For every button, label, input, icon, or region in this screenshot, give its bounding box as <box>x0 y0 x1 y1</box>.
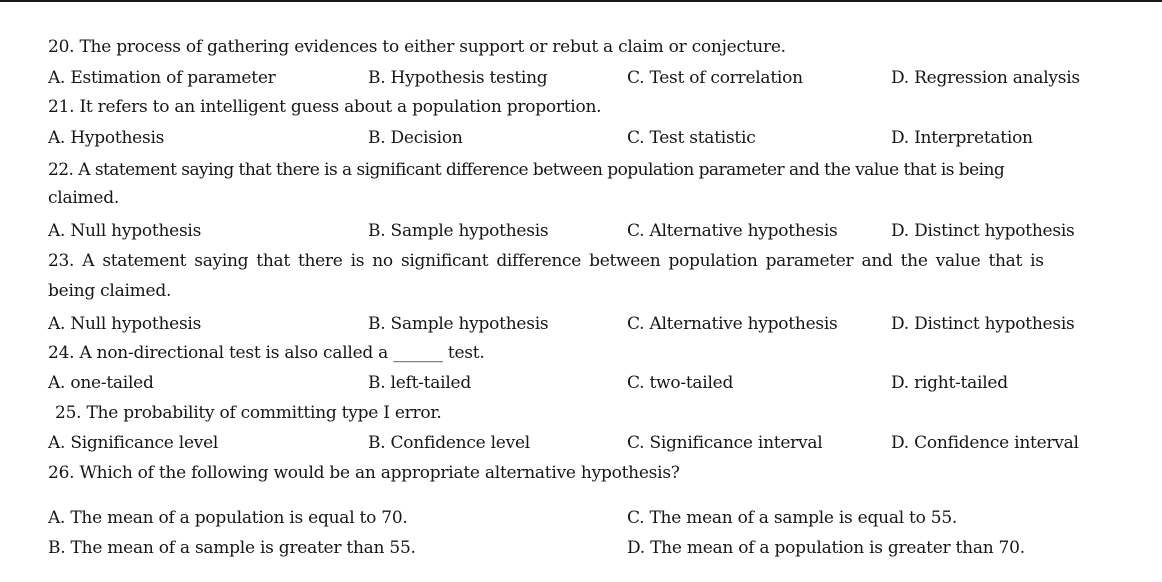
question-23-text-line-1: 23. A statement saying that there is no significant difference between population parameter and the value that is <box>48 251 1044 271</box>
question-22-option-c: C. Alternative hypothesis <box>627 221 838 241</box>
question-22-option-a: A. Null hypothesis <box>48 221 202 241</box>
question-23-option-d: D. Distinct hypothesis <box>891 314 1075 334</box>
question-23-option-a: A. Null hypothesis <box>48 314 202 334</box>
question-24-option-d: D. right-tailed <box>891 373 1008 393</box>
question-21-option-c: C. Test statistic <box>627 128 756 148</box>
question-26-option-a: A. The mean of a population is equal to 70. <box>48 508 408 528</box>
question-20-text: 20. The process of gathering evidences to either support or rebut a claim or conjecture. <box>48 37 786 57</box>
question-25-option-b: B. Confidence level <box>368 433 530 453</box>
question-21-option-a: A. Hypothesis <box>48 128 165 148</box>
question-24-option-c: C. two-tailed <box>627 373 734 393</box>
question-20-option-d: D. Regression analysis <box>891 68 1080 88</box>
question-26-option-c: C. The mean of a sample is equal to 55. <box>627 508 958 528</box>
question-22-option-b: B. Sample hypothesis <box>368 221 549 241</box>
question-20-option-b: B. Hypothesis testing <box>368 68 548 88</box>
question-22-text-line-1: 22. A statement saying that there is a significant difference between population parameter and the value that is being <box>48 160 1005 180</box>
question-21-option-b: B. Decision <box>368 128 463 148</box>
question-25-option-c: C. Significance interval <box>627 433 823 453</box>
question-26-option-d: D. The mean of a population is greater than 70. <box>627 538 1025 558</box>
question-23-option-b: B. Sample hypothesis <box>368 314 549 334</box>
question-24-option-b: B. left-tailed <box>368 373 471 393</box>
question-20-option-a: A. Estimation of parameter <box>48 68 276 88</box>
question-26-text: 26. Which of the following would be an appropriate alternative hypothesis? <box>48 463 680 483</box>
question-22-text-line-2: claimed. <box>48 188 119 208</box>
question-25-option-d: D. Confidence interval <box>891 433 1079 453</box>
question-24-text: 24. A non-directional test is also called a ______ test. <box>48 343 485 363</box>
question-20-option-c: C. Test of correlation <box>627 68 803 88</box>
question-26-option-b: B. The mean of a sample is greater than 55. <box>48 538 416 558</box>
question-23-text-line-2: being claimed. <box>48 281 172 301</box>
question-21-option-d: D. Interpretation <box>891 128 1033 148</box>
question-24-option-a: A. one-tailed <box>48 373 154 393</box>
question-25-text: 25. The probability of committing type I error. <box>55 403 442 423</box>
top-border-line <box>0 0 1162 2</box>
question-22-option-d: D. Distinct hypothesis <box>891 221 1075 241</box>
question-21-text: 21. It refers to an intelligent guess about a population proportion. <box>48 97 602 117</box>
question-25-option-a: A. Significance level <box>48 433 219 453</box>
question-23-option-c: C. Alternative hypothesis <box>627 314 838 334</box>
